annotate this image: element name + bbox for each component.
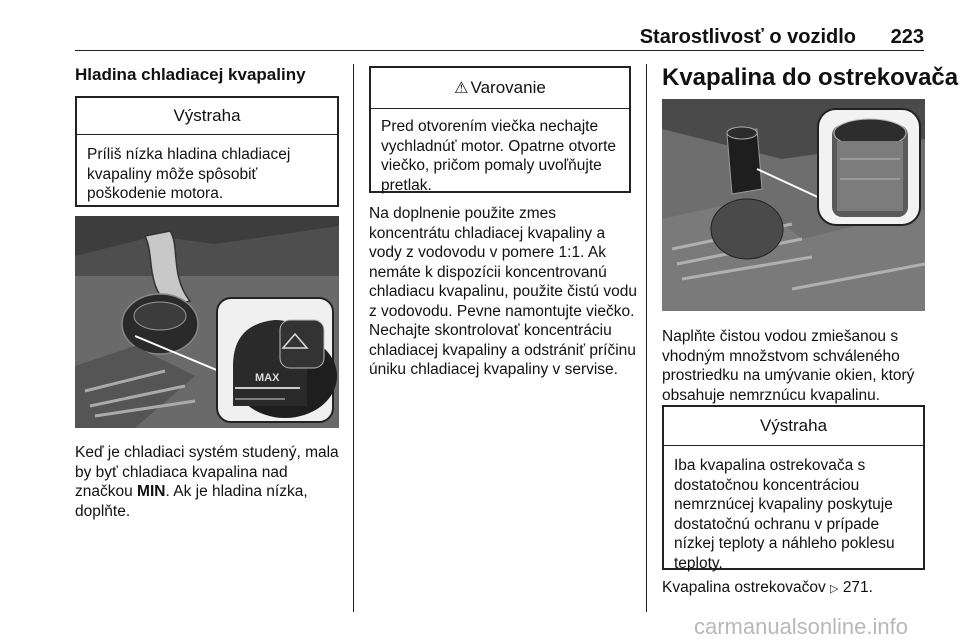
caution-box-washer xyxy=(662,405,925,570)
caution-box-coolant xyxy=(75,96,339,207)
caution-box-washer-title: Výstraha xyxy=(664,407,923,446)
column-divider-1 xyxy=(353,64,354,612)
caution-box-body: Príliš nízka hladina chladiacej kvapaliny môže spôsobiť poškodenie motora. xyxy=(87,146,291,202)
coolant-reservoir-illustration xyxy=(75,216,339,428)
running-header-title: Starostlivosť o vozidlo xyxy=(639,26,856,48)
page-reference-arrow-icon: ▷ xyxy=(830,583,839,595)
coolant-refill-paragraph: Na doplnenie použite zmes koncentrátu chladiacej kvapaliny a vody z vodovodu v pomere 1:1. Ak nemáte k dispozícii koncentrovanú chladiacu kvapalinu, použite čistú vodu z vodovodu. Pevne namontujte viečko. Nechajte skontrolovať koncentráciu chladiacej kvapaliny a odstrániť príčinu úniku chladiacej kvapaliny v servise. xyxy=(369,205,637,378)
coolant-paragraph xyxy=(75,443,343,521)
page-number: 223 xyxy=(890,26,924,48)
caution-box-title: Výstraha xyxy=(77,98,337,135)
caution-box-washer-body: Iba kvapalina ostrekovača s dostatočnou koncentráciou nemrznúcej kvapaliny poskytuje dostatočnú ochranu v prípade nízkej teploty a náhleho poklesu teploty. xyxy=(674,457,895,572)
warning-box-title: Varovanie xyxy=(470,78,546,97)
header-rule xyxy=(75,50,924,51)
washer-reservoir-photo xyxy=(662,99,925,311)
coolant-paragraph-text: Keď je chladiaci systém studený, mala by byť chladiaca kvapalina nad značkou xyxy=(75,444,339,500)
cross-reference-text: Kvapalina ostrekovačov xyxy=(662,579,826,596)
watermark: carmanualsonline.info xyxy=(693,614,908,639)
warning-box-body: Pred otvorením viečka nechajte vychladnúť motor. Opatrne otvorte viečko, pričom pomaly uvoľňujte pretlak. xyxy=(381,118,616,194)
max-mark-label: MAX xyxy=(255,372,280,384)
washer-fluid-paragraph: Naplňte čistou vodou zmiešanou s vhodným množstvom schváleného prostriedku na umývanie okien, ktorý obsahuje nemrznúcu kvapalinu. xyxy=(662,328,915,404)
warning-box-header xyxy=(371,68,629,109)
washer-fluid-cross-reference[interactable] xyxy=(662,578,930,600)
warning-triangle-icon: ⚠ xyxy=(454,80,469,97)
washer-reservoir-illustration xyxy=(662,99,925,311)
section-heading-coolant: Hladina chladiacej kvapaliny xyxy=(75,65,306,84)
coolant-paragraph-end: . Ak je hladina nízka, doplňte. xyxy=(75,483,308,520)
warning-box xyxy=(369,66,631,193)
column-divider-2 xyxy=(646,64,647,612)
min-mark-label: MIN xyxy=(137,483,166,500)
cross-reference-page: 271. xyxy=(842,579,873,596)
coolant-reservoir-photo xyxy=(75,216,339,428)
section-heading-washer-fluid: Kvapalina do ostrekovača xyxy=(662,64,959,91)
